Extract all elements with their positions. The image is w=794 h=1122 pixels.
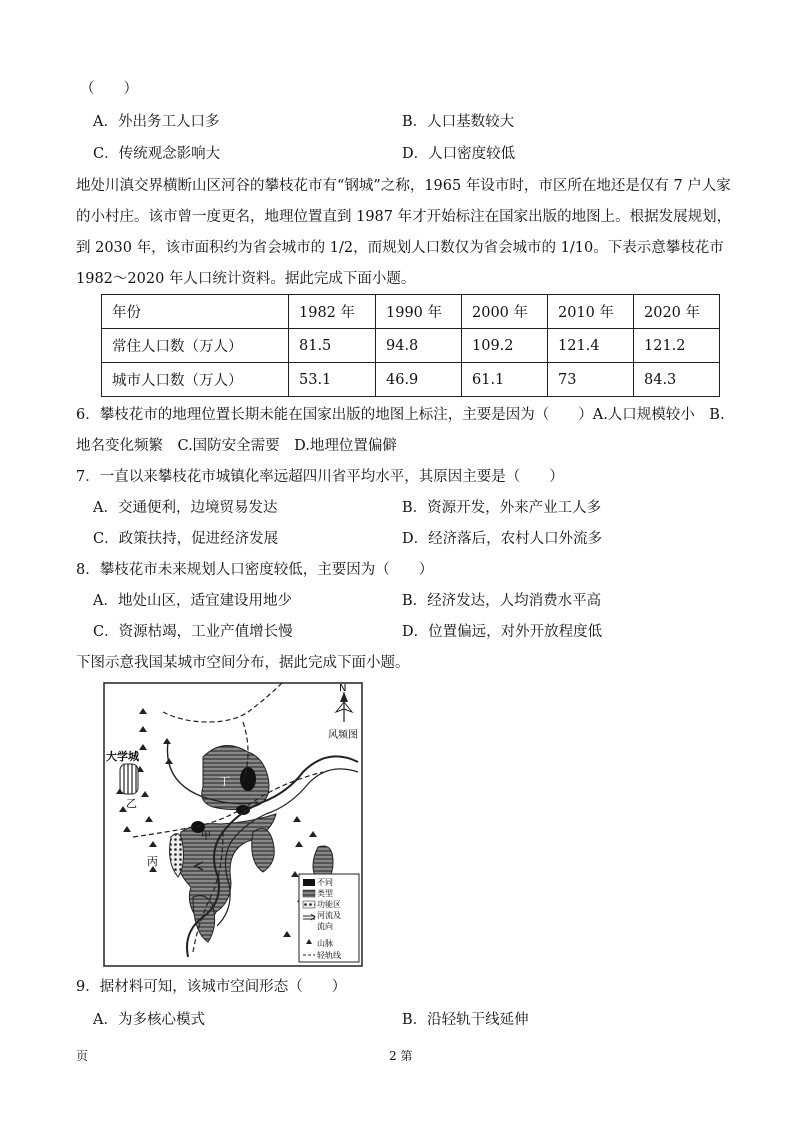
passage-line-2: 的小村庄。该市曾一度更名，地理位置直到 1987 年才开始标注在国家出版的地图上。根据发展规划， <box>76 209 732 225</box>
passage-line-3: 到 2030 年，该市面积约为省会城市的 1/2，而规划人口数仅为省会城市的 1/10。下表示意攀枝花市 <box>76 240 724 256</box>
question-9: 9．据材料可知，该城市空间形态（ ） <box>76 979 347 995</box>
q8-option-c: C．资源枯竭，工业产值增长慢 <box>93 624 293 640</box>
table-cell: 109.2 <box>462 329 548 363</box>
map-intro: 下图示意我国某城市空间分布，据此完成下面小题。 <box>76 655 410 671</box>
table-cell: 53.1 <box>289 363 376 397</box>
legend-text-6: 山脉 <box>317 939 333 948</box>
table-cell: 121.2 <box>634 329 720 363</box>
q5-option-c: C．传统观念影响大 <box>93 146 221 162</box>
legend-text-2: 类型 <box>317 889 333 898</box>
q5-option-b: B．人口基数较大 <box>402 114 515 130</box>
q7-option-a: A．交通便利，边境贸易发达 <box>93 500 278 516</box>
q8-option-b: B．经济发达，人均消费水平高 <box>402 593 602 609</box>
q5-option-a: A．外出务工人口多 <box>93 114 220 130</box>
university-town <box>120 764 138 794</box>
table-cell: 61.1 <box>462 363 548 397</box>
footer-left: 页 <box>76 1049 89 1063</box>
table-cell: 121.4 <box>548 329 634 363</box>
table-cell: 94.8 <box>376 329 462 363</box>
table-cell: 2000 年 <box>462 295 548 329</box>
passage-line-1: 地处川滇交界横断山区河谷的攀枝花市有“钢城”之称，1965 年设市时，市区所在地还是仅有 7 户人家 <box>76 178 731 194</box>
city-map-figure <box>103 682 363 967</box>
north-label: N <box>339 683 347 694</box>
q5-option-d: D．人口密度较低 <box>402 146 516 162</box>
legend-text-3: 功能区 <box>317 900 341 909</box>
table-cell: 84.3 <box>634 363 720 397</box>
q7-option-b: B．资源开发，外来产业工人多 <box>402 500 602 516</box>
table-row <box>102 363 720 397</box>
q7-option-d: D．经济落后，农村人口外流多 <box>402 531 603 547</box>
q9-option-b: B．沿轻轨干线延伸 <box>402 1012 529 1028</box>
legend-text-4: 河流及 <box>317 911 341 920</box>
table-cell: 46.9 <box>376 363 462 397</box>
table-cell: 2010 年 <box>548 295 634 329</box>
question-6-line-2: 地名变化频繁 C.国防安全需要 D.地理位置偏僻 <box>76 438 397 454</box>
table-cell: 1982 年 <box>289 295 376 329</box>
page-number: 2 第 <box>389 1049 413 1063</box>
question-7: 7．一直以来攀枝花市城镇化率远超四川省平均水平，其原因主要是（ ） <box>76 469 564 485</box>
wind-rose-label: 风频图 <box>328 730 358 741</box>
zone-dark-1 <box>240 767 256 791</box>
population-table <box>101 294 720 397</box>
legend-text-5: 流向 <box>317 922 333 931</box>
q8-option-d: D．位置偏远，对外开放程度低 <box>402 624 603 640</box>
question-8: 8．攀枝花市未来规划人口密度较低，主要因为（ ） <box>76 562 434 578</box>
table-cell: 2020 年 <box>634 295 720 329</box>
passage-line-4: 1982～2020 年人口统计资料。据此完成下面小题。 <box>76 271 416 287</box>
table-cell: 1990 年 <box>376 295 462 329</box>
question-6-line-1: 6．攀枝花市的地理位置长期未能在国家出版的地图上标注，主要是因为（ ）A.人口规模较小 B. <box>76 407 725 423</box>
q8-option-a: A．地处山区，适宜建设用地少 <box>93 593 292 609</box>
table-cell: 城市人口数（万人） <box>102 363 289 397</box>
table-cell: 年份 <box>102 295 289 329</box>
question-5-paren: （ ） <box>80 81 138 97</box>
label-daxuecheng: 大学城 <box>106 750 139 763</box>
table-cell: 81.5 <box>289 329 376 363</box>
legend-text-1: 不同 <box>317 878 333 887</box>
legend-text-7: 轻轨线 <box>317 951 341 960</box>
table-cell: 73 <box>548 363 634 397</box>
label-bing: 丙 <box>147 855 158 868</box>
label-yi: 乙 <box>126 797 137 810</box>
table-header-row <box>102 295 720 329</box>
label-jia: 甲 <box>201 831 211 842</box>
q7-option-c: C．政策扶持，促进经济发展 <box>93 531 279 547</box>
table-cell: 常住人口数（万人） <box>102 329 289 363</box>
q9-option-a: A．为多核心模式 <box>93 1012 205 1028</box>
label-ding: 丁 <box>219 775 230 788</box>
table-row <box>102 329 720 363</box>
